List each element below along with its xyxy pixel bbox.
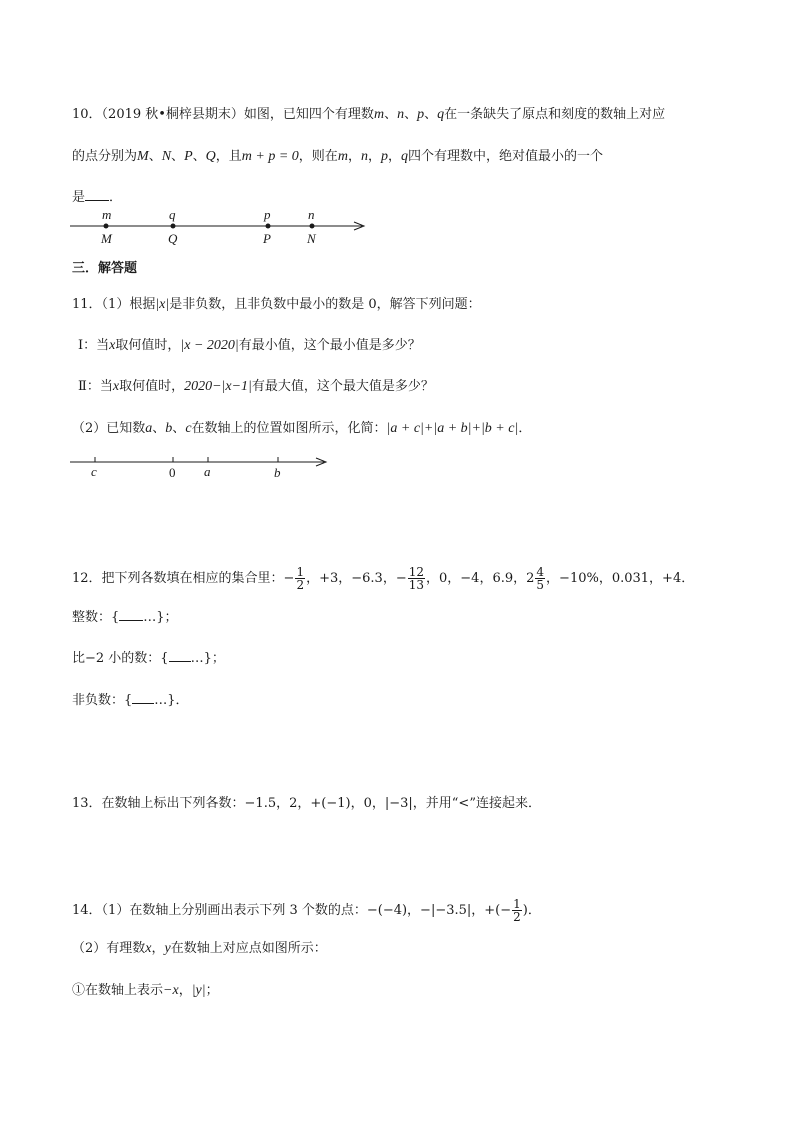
q11-line1: 11．（1）根据|x|是非负数，且非负数中最小的数是 0，解答下列问题：: [72, 297, 481, 312]
label-a: a: [204, 464, 211, 479]
fraction: $\frac{12}{13}$: [408, 565, 425, 592]
q14-line2: （2）有理数x，y在数轴上对应点如图所示：: [72, 941, 327, 956]
q12-nonnegative: 非负数：{ …}．: [72, 693, 189, 708]
answer-blank[interactable]: [119, 608, 143, 621]
label-P: P: [263, 231, 271, 246]
section-title: 三．解答题: [72, 261, 138, 276]
label-p: p: [264, 207, 271, 222]
q14-line1: 14．（1）在数轴上分别画出表示下列 3 个数的点：−(−4)，−|−3.5|，+(− $\frac{1}{2}$ )．: [72, 897, 541, 924]
q12-integers: 整数：{ …}；: [72, 610, 178, 625]
answer-blank[interactable]: [132, 691, 154, 704]
label-N: N: [307, 231, 316, 246]
q11-part2: Ⅱ：当x取何值时，2020−|x−1|有最大值，这个最大值是多少？: [78, 379, 434, 394]
q10-line3: 是 ．: [72, 190, 123, 205]
q12-less-than: 比−2 小的数：{ …}；: [72, 651, 225, 666]
label-c: c: [91, 464, 97, 479]
label-m: m: [102, 207, 112, 222]
q13-text: 13．在数轴上标出下列各数：−1.5，2，+(−1)，0，|−3|，并用“<”连接起来．: [72, 796, 541, 811]
label-q: q: [169, 207, 176, 222]
fraction: $\frac{4}{5}$: [536, 565, 545, 592]
q11-part1: Ⅰ：当x取何值时，|x − 2020|有最小值，这个最小值是多少？: [78, 338, 421, 353]
q10-line2: 的点分别为M、N、P、Q，且m + p = 0，则在m，n，p，q四个有理数中，绝对值最小的一个: [72, 149, 603, 164]
q11-part3: （2）已知数a、b、c在数轴上的位置如图所示，化简：|a + c|+|a + b|+|b + c|．: [72, 421, 532, 436]
fraction: $\frac{1}{2}$: [513, 897, 521, 924]
label-M: M: [101, 231, 112, 246]
label-b: b: [274, 465, 281, 480]
q10-line1: 10．（2019 秋•桐梓县期末）如图，已知四个有理数m、n、p、q在一条缺失了原点和刻度的数轴上对应: [72, 107, 666, 122]
q14-line3: ①在数轴上表示−x，|y|；: [72, 983, 219, 998]
label-Q: Q: [168, 231, 178, 246]
answer-blank[interactable]: [169, 649, 191, 662]
label-0: 0: [169, 465, 176, 480]
q12-line1: 12．把下列各数填在相应的集合里：− $\frac{1}{2}$ ，+3，−6.3，− $\frac{12}{13}$ ，0，−4，6.9，2 $\frac{4}{5}$ ，−10%，0.031，+4．: [72, 565, 695, 592]
label-n: n: [308, 207, 315, 222]
fraction: $\frac{1}{2}$: [296, 565, 305, 592]
